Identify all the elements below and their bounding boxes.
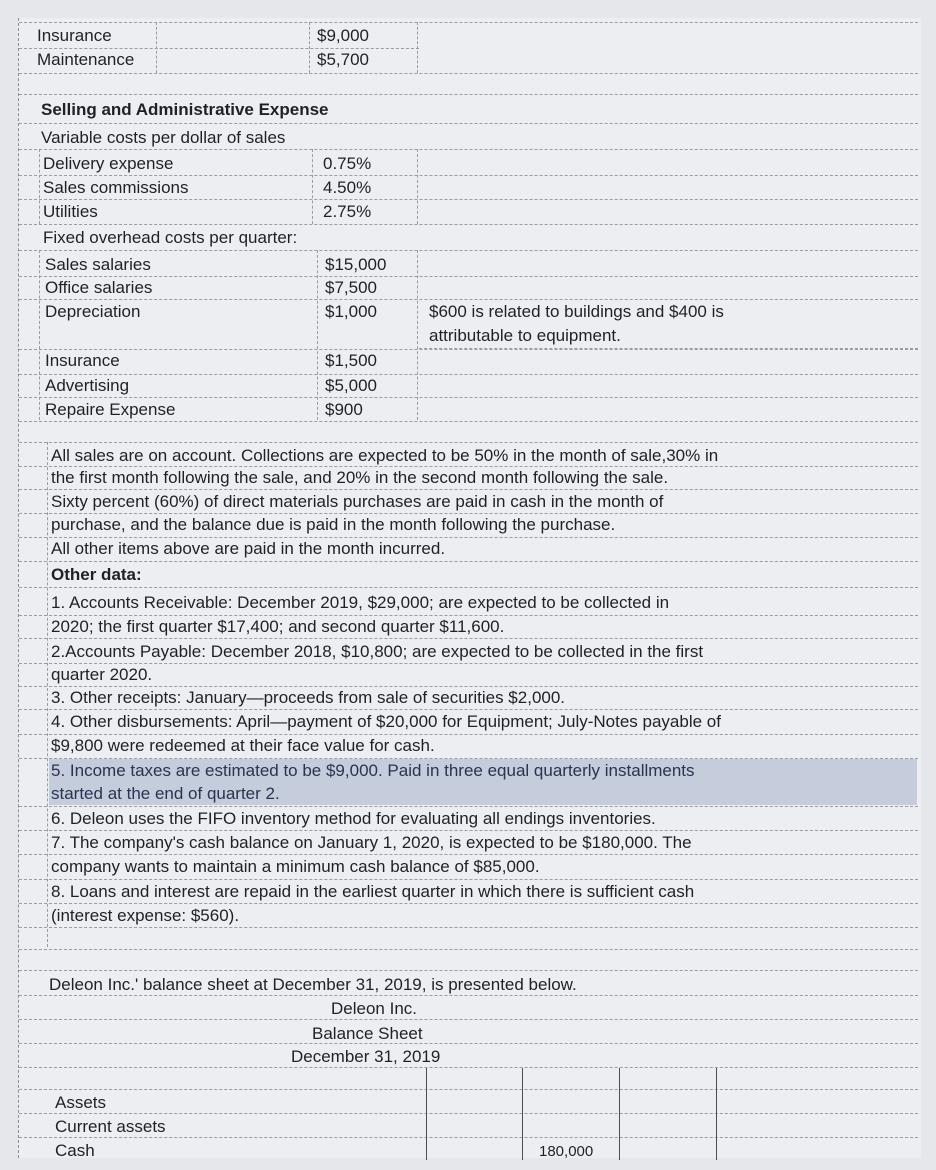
- column-separator: [522, 1068, 523, 1160]
- mfg-insurance-value: $9,000: [317, 26, 369, 45]
- cash-label: Cash: [55, 1141, 95, 1160]
- selling-admin-title: Selling and Administrative Expense: [41, 100, 329, 119]
- statement-date: December 31, 2019: [291, 1047, 441, 1066]
- insurance-label: Insurance: [45, 351, 120, 370]
- sales-commissions-label: Sales commissions: [43, 178, 189, 197]
- office-salaries-value: $7,500: [325, 278, 377, 297]
- delivery-expense-value: 0.75%: [323, 154, 372, 173]
- column-separator: [716, 1068, 717, 1160]
- collections-line-3: Sixty percent (60%) of direct materials purchases are paid in cash in the month of: [51, 492, 664, 511]
- sales-commissions-value: 4.50%: [323, 178, 372, 197]
- office-salaries-label: Office salaries: [45, 278, 153, 297]
- other-data-line-4: quarter 2020.: [51, 665, 153, 684]
- statement-title: Balance Sheet: [312, 1024, 423, 1043]
- mfg-maintenance-value: $5,700: [317, 50, 369, 69]
- other-data-line-11: 7. The company's cash balance on January 1, 2020, is expected to be $180,000. The: [51, 833, 692, 852]
- utilities-label: Utilities: [43, 202, 98, 221]
- other-data-line-9: started at the end of quarter 2.: [51, 784, 280, 803]
- sales-salaries-label: Sales salaries: [45, 255, 151, 274]
- column-separator: [426, 1068, 427, 1160]
- other-data-line-14: (interest expense: $560).: [51, 906, 240, 925]
- delivery-expense-label: Delivery expense: [43, 154, 174, 173]
- current-assets-heading: Current assets: [55, 1117, 166, 1136]
- repair-expense-label: Repaire Expense: [45, 400, 176, 419]
- depreciation-note-line-1: $600 is related to buildings and $400 is: [429, 302, 724, 321]
- other-data-line-1: 1. Accounts Receivable: December 2019, $29,000; are expected to be collected in: [51, 593, 670, 612]
- cash-value: 180,000: [539, 1143, 594, 1160]
- other-data-title: Other data:: [51, 565, 142, 584]
- company-name: Deleon Inc.: [331, 999, 417, 1018]
- mfg-maintenance-label: Maintenance: [37, 50, 135, 69]
- repair-expense-value: $900: [325, 400, 363, 419]
- collections-line-2: the first month following the sale, and 20% in the second month following the sale.: [51, 468, 669, 487]
- other-data-line-5: 3. Other receipts: January—proceeds from sale of securities $2,000.: [51, 688, 566, 707]
- advertising-label: Advertising: [45, 376, 130, 395]
- other-data-line-3: 2.Accounts Payable: December 2018, $10,800; are expected to be collected in the first: [51, 642, 704, 661]
- assets-heading: Assets: [55, 1093, 107, 1112]
- mfg-insurance-label: Insurance: [37, 26, 112, 45]
- utilities-value: 2.75%: [323, 202, 372, 221]
- variable-costs-header: Variable costs per dollar of sales: [41, 128, 286, 147]
- fixed-costs-header: Fixed overhead costs per quarter:: [43, 228, 298, 247]
- collections-line-1: All sales are on account. Collections are expected to be 50% in the month of sale,30% in: [51, 446, 719, 465]
- sales-salaries-value: $15,000: [325, 255, 387, 274]
- advertising-value: $5,000: [325, 376, 377, 395]
- other-data-line-12: company wants to maintain a minimum cash balance of $85,000.: [51, 857, 540, 876]
- collections-line-4: purchase, and the balance due is paid in the month following the purchase.: [51, 515, 616, 534]
- other-data-line-8: 5. Income taxes are estimated to be $9,000. Paid in three equal quarterly installments: [51, 761, 695, 780]
- depreciation-note-line-2: attributable to equipment.: [429, 326, 621, 345]
- depreciation-label: Depreciation: [45, 302, 141, 321]
- balance-sheet-intro: Deleon Inc.' balance sheet at December 31, 2019, is presented below.: [49, 975, 577, 994]
- other-data-line-10: 6. Deleon uses the FIFO inventory method for evaluating all endings inventories.: [51, 809, 656, 828]
- depreciation-value: $1,000: [325, 302, 377, 321]
- other-data-line-13: 8. Loans and interest are repaid in the earliest quarter in which there is sufficient cash: [51, 882, 695, 901]
- spreadsheet: [18, 18, 921, 1158]
- collections-line-5: All other items above are paid in the month incurred.: [51, 539, 446, 558]
- column-separator: [619, 1068, 620, 1160]
- other-data-line-6: 4. Other disbursements: April—payment of $20,000 for Equipment; July-Notes payable of: [51, 712, 721, 731]
- other-data-line-2: 2020; the first quarter $17,400; and second quarter $11,600.: [51, 617, 505, 636]
- insurance-value: $1,500: [325, 351, 377, 370]
- other-data-line-7: $9,800 were redeemed at their face value for cash.: [51, 736, 435, 755]
